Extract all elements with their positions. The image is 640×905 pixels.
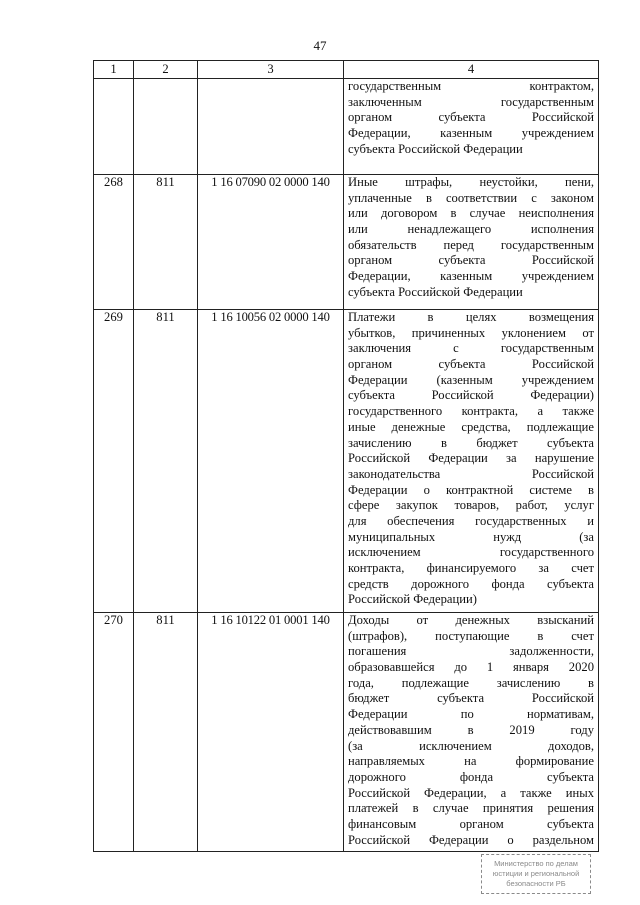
- description-cell: [344, 613, 599, 852]
- description-line: исключением государственного: [348, 545, 594, 560]
- page-number: 47: [313, 38, 327, 53]
- description-line: (штрафов), поступающие в счет: [348, 628, 594, 643]
- budget-code-cell: [198, 79, 344, 175]
- table-row: [94, 310, 599, 613]
- stamp-line: безопасности РБ: [506, 879, 566, 888]
- description-line: Российской Федерации за нарушение: [348, 451, 594, 466]
- description-line: или договором в случае неисполнения: [348, 206, 594, 221]
- description-line: направляемых на формирование: [348, 754, 594, 769]
- description-line: сфере закупок товаров, работ, услуг: [348, 498, 594, 513]
- column-header-3: 3: [198, 61, 344, 79]
- table-row-continuation: [94, 79, 599, 175]
- description-line: субъекта Российской Федерации: [348, 141, 523, 156]
- description-line: действовавшим в 2019 году: [348, 722, 594, 737]
- description-line: погашения задолженности,: [348, 644, 594, 659]
- row-number-cell: 270: [94, 613, 134, 852]
- description-line: Платежи в целях возмещения: [348, 310, 594, 324]
- description-line: субъекта Российской Федерации): [348, 388, 594, 403]
- admin-code-cell: [134, 79, 198, 175]
- description-line: года, подлежащие зачислению в: [348, 675, 594, 690]
- description-line: уплаченные в соответствии с законом: [348, 190, 594, 205]
- description-line: Федерации по нормативам,: [348, 707, 594, 722]
- description-line: заключения с государственным: [348, 341, 594, 356]
- description-line: заключенным государственным: [348, 94, 594, 109]
- description-line: дорожного фонда субъекта: [348, 769, 594, 784]
- description-line: контракта, финансируемого за счет: [348, 561, 594, 575]
- description-line: бюджет субъекта Российской: [348, 691, 594, 706]
- description-line: Российской Федерации о раздельном: [348, 832, 594, 847]
- row-number-cell: [94, 79, 134, 175]
- table-header-row: [94, 61, 599, 79]
- budget-code-cell: 1 16 10056 02 0000 140: [198, 310, 344, 613]
- row-number-cell: 268: [94, 175, 134, 310]
- description-line: Федерации, казенным учреждением: [348, 126, 594, 141]
- description-cell: [344, 175, 599, 310]
- description-line: субъекта Российской Федерации: [348, 284, 523, 299]
- ministry-stamp: [481, 854, 591, 894]
- description-line: обязательств перед государственным: [348, 237, 594, 252]
- budget-code-cell: 1 16 10122 01 0001 140: [198, 613, 344, 852]
- description-line: образовавшейся до 1 января 2020: [348, 660, 594, 675]
- description-line: государственного контракта, а также: [348, 404, 594, 419]
- description-line: зачислению в бюджет субъекта: [348, 435, 594, 450]
- description-line: для обеспечения государственных и: [348, 513, 594, 528]
- table-row: [94, 175, 599, 310]
- description-line: органом субъекта Российской: [348, 357, 594, 372]
- admin-code-cell: 811: [134, 613, 198, 852]
- description-line: Федерации (казенным учреждением: [348, 372, 594, 387]
- description-line: органом субъекта Российской: [348, 253, 594, 268]
- admin-code-cell: 811: [134, 175, 198, 310]
- description-line: Федерации о контрактной системе в: [348, 482, 594, 497]
- description-line: государственным контрактом,: [348, 79, 594, 93]
- description-line: Доходы от денежных взысканий: [348, 613, 594, 627]
- description-line: платежей в случае принятия решения: [348, 801, 594, 816]
- description-line: муниципальных нужд (за: [348, 529, 594, 544]
- budget-code-cell: 1 16 07090 02 0000 140: [198, 175, 344, 310]
- description-line: финансовым органом субъекта: [348, 816, 594, 831]
- description-line: (за исключением доходов,: [348, 738, 594, 753]
- description-line: Федерации, казенным учреждением: [348, 269, 594, 284]
- description-line: законодательства Российской: [348, 466, 594, 481]
- column-header-2: 2: [134, 61, 198, 79]
- row-number-cell: 269: [94, 310, 134, 613]
- column-header-4: 4: [344, 61, 599, 79]
- stamp-line: Министерство по делам: [494, 859, 578, 868]
- description-line: органом субъекта Российской: [348, 110, 594, 125]
- description-line: убытков, причиненных уклонением от: [348, 325, 594, 340]
- description-line: Российской Федерации): [348, 592, 477, 607]
- column-header-1: 1: [94, 61, 134, 79]
- description-line: или ненадлежащего исполнения: [348, 222, 594, 237]
- description-line: Иные штрафы, неустойки, пени,: [348, 175, 594, 189]
- description-cell: [344, 79, 599, 175]
- description-line: Российской Федерации, а также иных: [348, 785, 594, 800]
- stamp-line: юстиции и региональной: [492, 869, 580, 878]
- revenue-codes-table: [93, 60, 599, 852]
- description-line: иные денежные средства, подлежащие: [348, 419, 594, 434]
- admin-code-cell: 811: [134, 310, 198, 613]
- table-row: [94, 613, 599, 852]
- description-cell: [344, 310, 599, 613]
- description-line: средств дорожного фонда субъекта: [348, 576, 594, 591]
